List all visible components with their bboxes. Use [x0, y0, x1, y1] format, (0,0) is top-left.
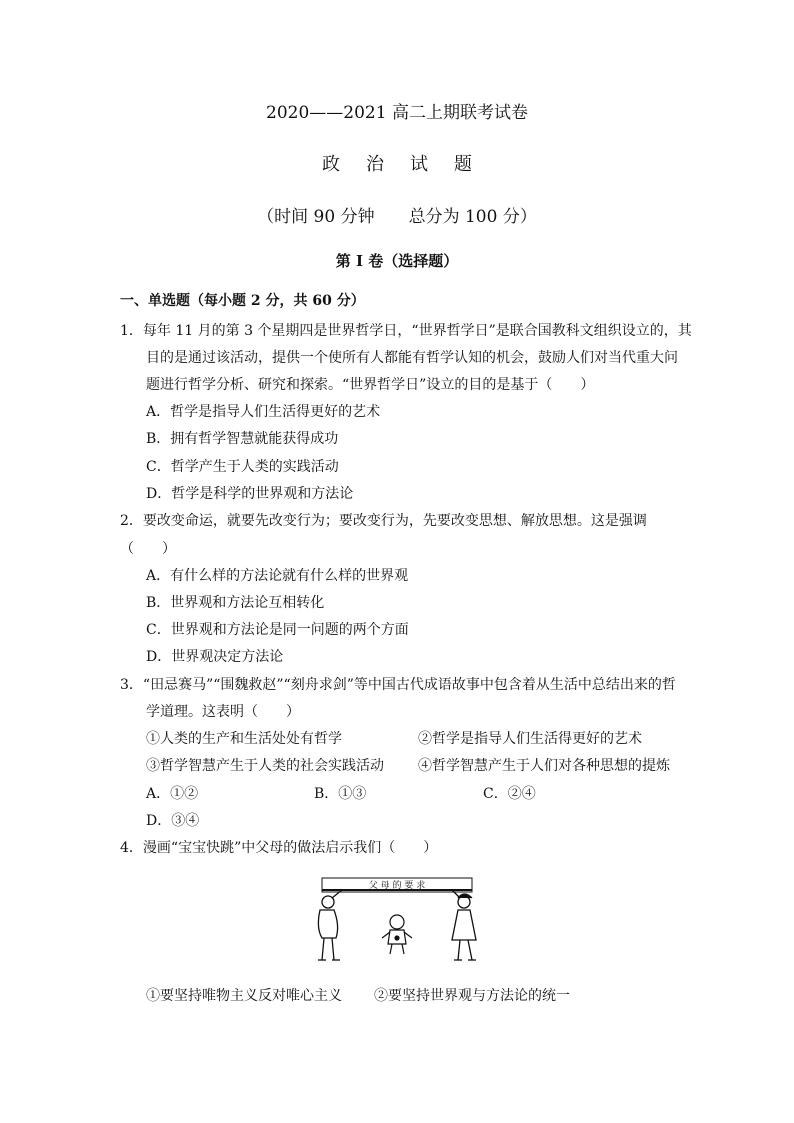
q4-statement-2: ②要坚持世界观与方法论的统一 — [374, 988, 570, 1004]
q1-option-b: B．拥有哲学智慧就能获得成功 — [146, 431, 339, 447]
q3-statement-3: ③哲学智慧产生于人类的社会实践活动 — [146, 758, 384, 774]
q1-option-c: C．哲学产生于人类的实践活动 — [146, 459, 339, 475]
q3-option-b: B．①③ — [314, 786, 367, 802]
comic-baby-jump — [302, 868, 492, 972]
comic-illustration — [302, 868, 492, 968]
comic-banner: 父 母 的 要 求 — [368, 881, 426, 891]
q3-option-c: C．②④ — [483, 786, 536, 802]
q2-line-1: 2．要改变命运，就要先改变行为；要改变行为，先要改变思想、解放思想。这是强调 — [120, 513, 647, 529]
q4-line-1: 4．漫画“宝宝快跳”中父母的做法启示我们（ ） — [120, 840, 438, 856]
q3-line-2: 学道理。这表明（ ） — [146, 704, 300, 720]
q3-option-a: A．①② — [146, 786, 199, 802]
q1-line-2: 目的是通过该活动，提供一个使所有人都能有哲学认知的机会，鼓励人们对当代重大问 — [146, 350, 678, 366]
exam-title: 2020——2021 高二上期联考试卷 — [266, 103, 528, 123]
q2-line-2: （ ） — [120, 541, 176, 557]
q3-line-1: 3．“田忌赛马”“围魏救赵”“刻舟求剑”等中国古代成语故事中包含着从生活中总结出来的哲 — [120, 677, 676, 693]
q1-option-d: D．哲学是科学的世界观和方法论 — [146, 486, 354, 502]
q2-option-b: B．世界观和方法论互相转化 — [146, 595, 325, 611]
volume-title: 第 I 卷（选择题） — [335, 252, 459, 270]
time-info: （时间 90 分钟 总分为 100 分） — [257, 207, 537, 227]
q4-statement-1: ①要坚持唯物主义反对唯心主义 — [146, 988, 342, 1004]
baby-figure — [382, 915, 412, 954]
mother-figure — [452, 890, 476, 960]
q3-statement-2: ②哲学是指导人们生活得更好的艺术 — [418, 731, 642, 747]
q3-option-d: D．③④ — [146, 813, 200, 829]
q1-line-1: 1．每年 11 月的第 3 个星期四是世界哲学日，“世界哲学日”是联合国教科文组织设立的，其 — [120, 323, 692, 339]
q3-statement-1: ①人类的生产和生活处处有哲学 — [146, 731, 342, 747]
q2-option-c: C．世界观和方法论是同一问题的两个方面 — [146, 622, 409, 638]
father-figure — [318, 890, 342, 960]
subject-title: 政治试题 — [322, 154, 498, 175]
q2-option-a: A．有什么样的方法论就有什么样的世界观 — [146, 568, 409, 584]
q2-option-d: D．世界观决定方法论 — [146, 649, 284, 665]
q1-line-3: 题进行哲学分析、研究和探索。“世界哲学日”设立的目的是基于（ ） — [146, 377, 595, 393]
q3-statement-4: ④哲学智慧产生于人们对各种思想的提炼 — [418, 758, 670, 774]
section-title: 一、单选题（每小题 2 分，共 60 分） — [120, 293, 365, 309]
q1-option-a: A．哲学是指导人们生活得更好的艺术 — [146, 404, 381, 420]
